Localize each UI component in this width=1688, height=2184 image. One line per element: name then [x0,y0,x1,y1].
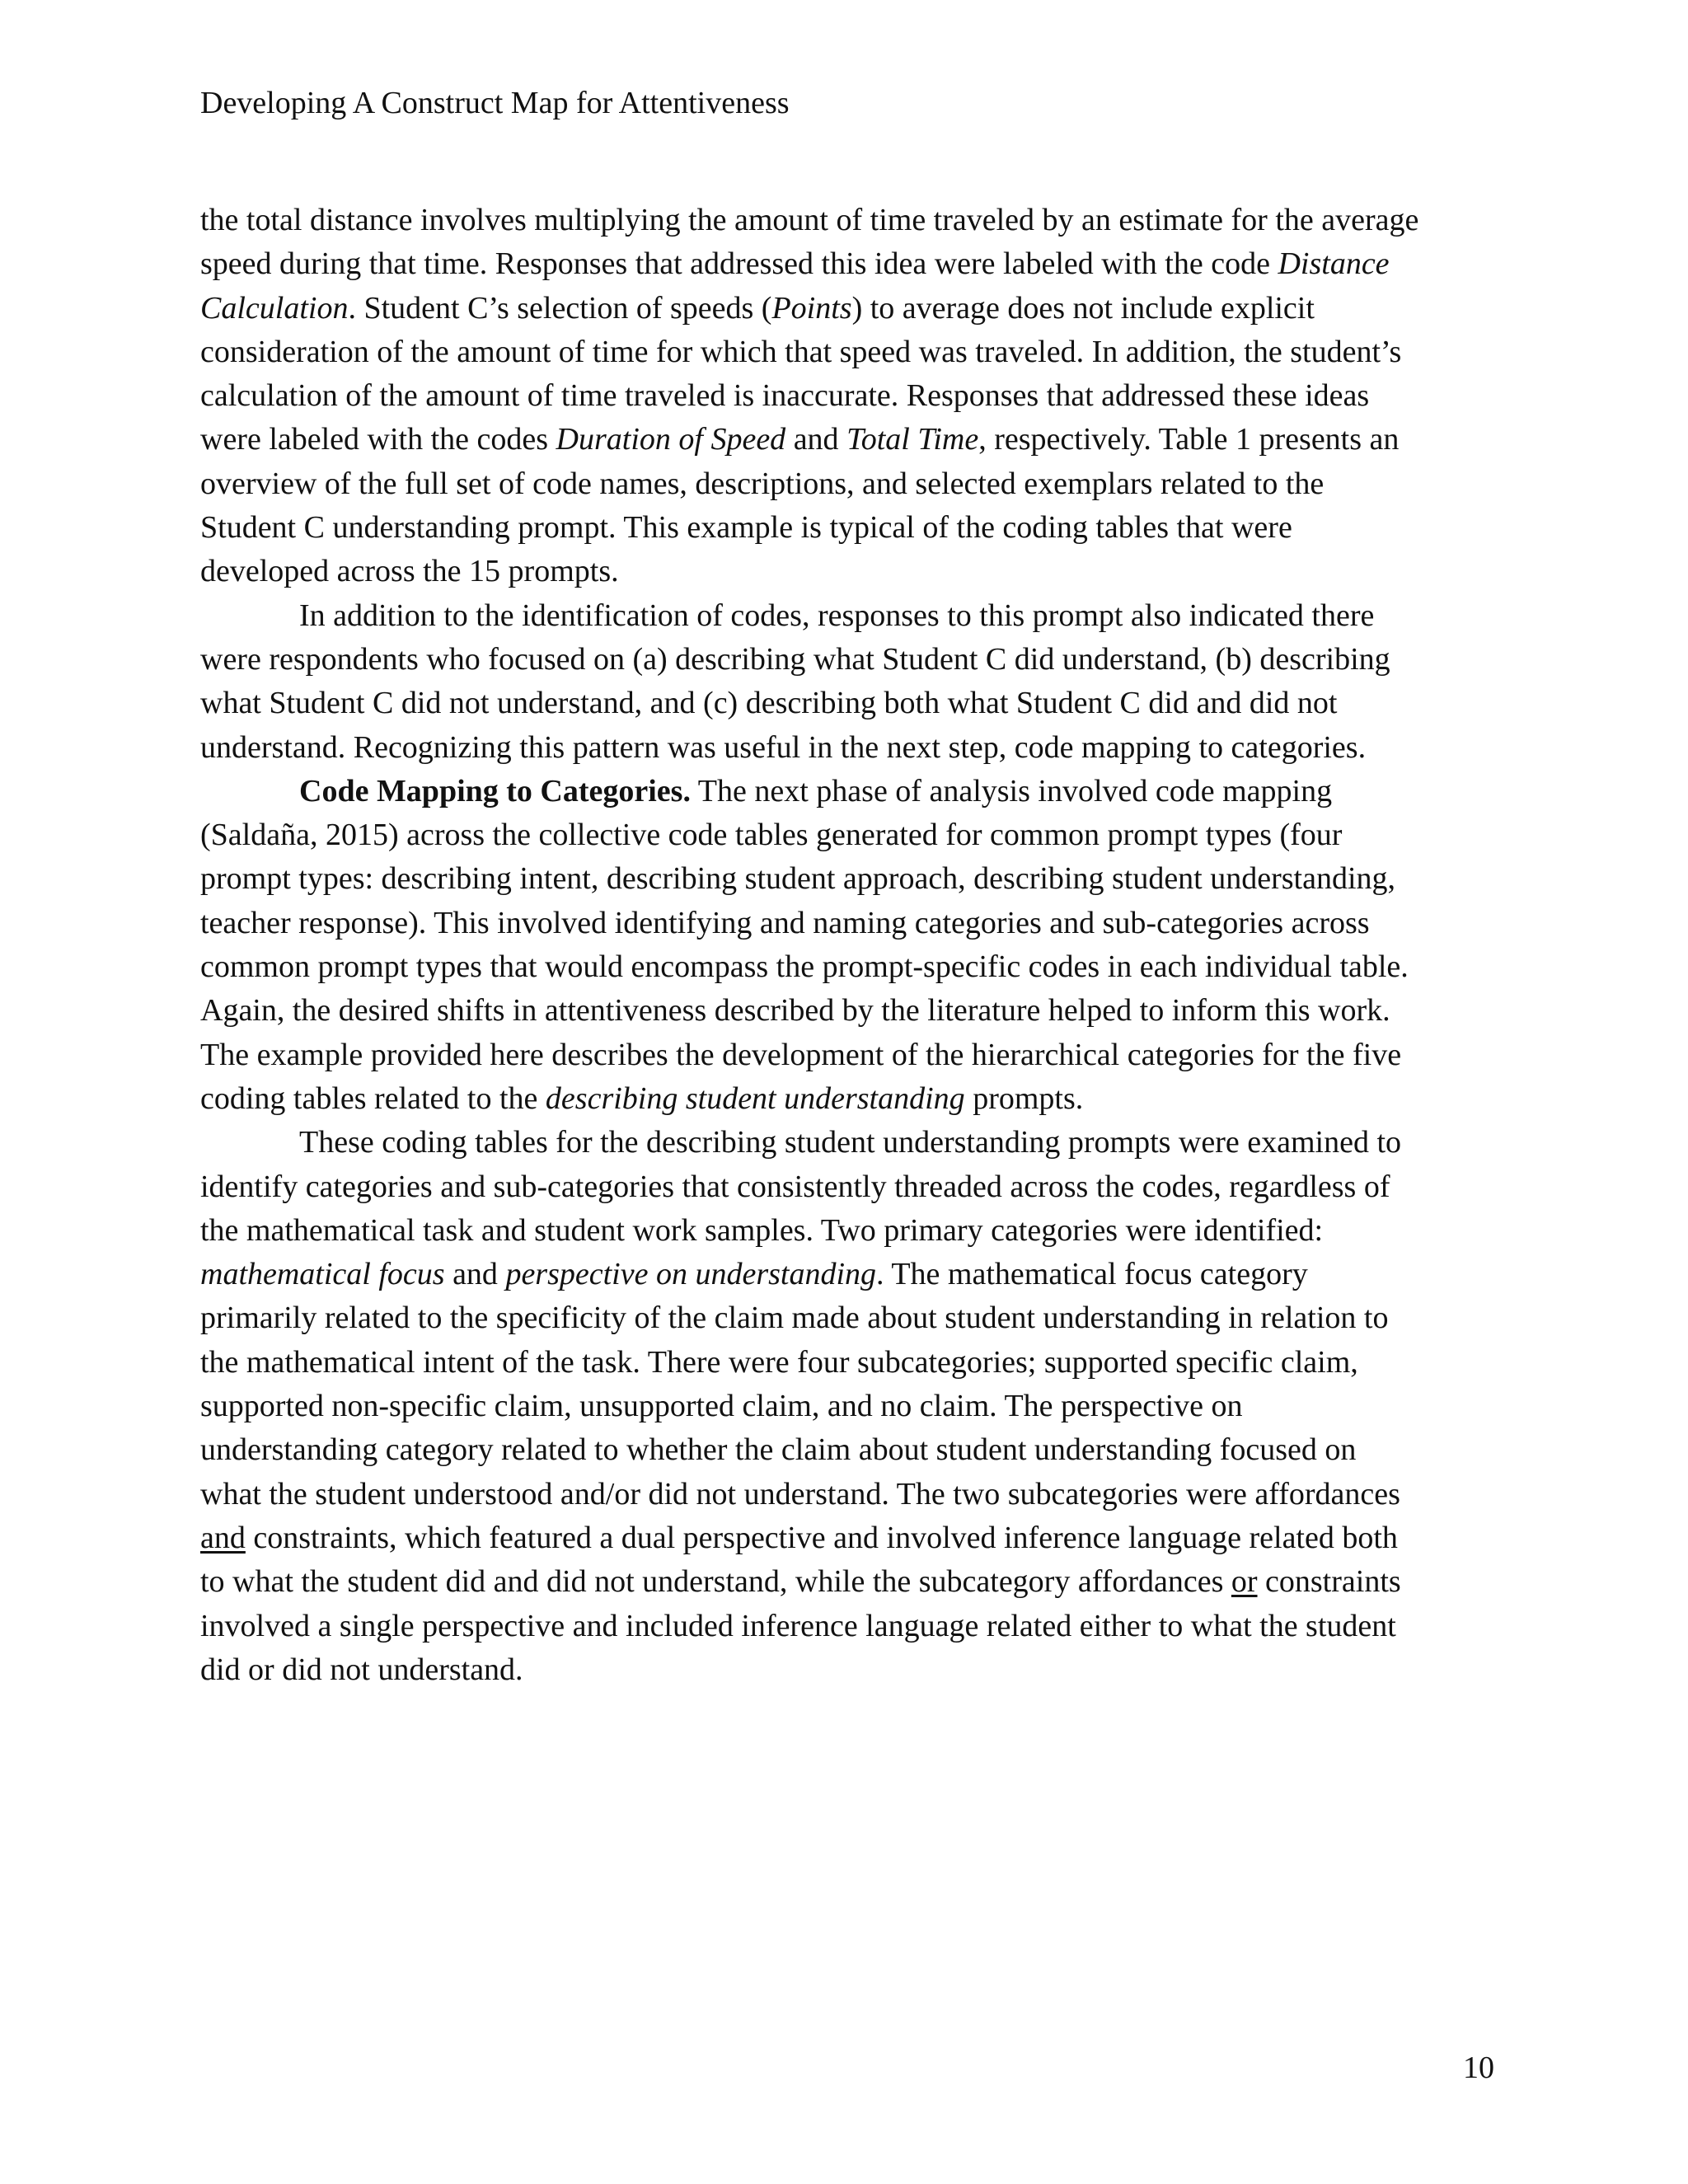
text-line [200,330,1494,374]
italic-term: Points [771,290,852,326]
text-segment: speed during that time. Responses that addressed this idea were labeled with the code [200,246,1278,282]
text-line [200,902,1494,945]
text-line [200,1516,1494,1560]
text-segment: identify categories and sub-categories that consistently threaded across the codes, regardless of [200,1169,1390,1204]
text-line [200,726,1494,770]
underlined-word: and [200,1520,246,1555]
text-segment: understand. Recognizing this pattern was useful in the next step, code mapping to categories. [200,729,1367,765]
text-segment: prompt types: describing intent, describing student approach, describing student understanding, [200,861,1396,897]
text-segment: overview of the full set of code names, descriptions, and selected exemplars related to the [200,466,1325,501]
text-line [200,638,1494,682]
text-line [200,1385,1494,1428]
text-segment: These coding tables for the describing student understanding prompts were examined to [299,1125,1402,1160]
italic-term: Calculation [200,290,349,326]
text-segment: were respondents who focused on (a) describing what Student C did understand, (b) describing [200,641,1390,677]
text-segment: Student C understanding prompt. This example is typical of the coding tables that were [200,510,1292,546]
text-segment: . The mathematical focus category [876,1257,1308,1292]
italic-term: mathematical focus [200,1257,445,1292]
text-line [200,770,1494,813]
text-line [200,594,1494,638]
text-line [200,1209,1494,1253]
underlined-word: or [1231,1564,1258,1600]
text-line [200,1648,1494,1692]
italic-term: perspective on understanding [505,1257,877,1292]
text-segment: , respectively. Table 1 presents an [978,422,1400,457]
text-segment: what Student C did not understand, and (c) describing both what Student C did and did not [200,686,1338,721]
text-segment: ) to average does not include explicit [851,290,1315,326]
text-line [200,1473,1494,1516]
text-line [200,1033,1494,1077]
body-text [200,199,1494,1692]
text-segment: and [785,422,847,457]
text-segment: The next phase of analysis involved code mapping [690,773,1333,808]
running-head: Developing A Construct Map for Attentiveness [200,86,790,120]
text-segment: consideration of the amount of time for which that speed was traveled. In addition, the student’s [200,334,1402,369]
text-segment: understanding category related to whether the claim about student understanding focused on [200,1432,1357,1468]
text-segment: Again, the desired shifts in attentiveness described by the literature helped to inform this work. [200,993,1390,1029]
text-segment: supported non-specific claim, unsupported claim, and no claim. The perspective on [200,1389,1243,1424]
text-line [200,1341,1494,1385]
text-line [200,1253,1494,1296]
text-line [200,1296,1494,1340]
text-segment: . Student C’s selection of speeds ( [348,290,772,326]
text-segment: constraints, which featured a dual perspective and involved inference language related both [245,1520,1398,1555]
text-segment: the mathematical task and student work samples. Two primary categories were identified: [200,1212,1324,1248]
text-line [200,287,1494,330]
text-line [200,1077,1494,1121]
text-segment: common prompt types that would encompass the prompt-specific codes in each individual table. [200,949,1409,985]
text-line [200,1560,1494,1604]
text-segment: to what the student did and did not understand, while the subcategory affordances [200,1564,1231,1600]
text-segment: and [444,1257,506,1292]
text-segment: the total distance involves multiplying the amount of time traveled by an estimate for the average [200,203,1419,237]
text-segment: the mathematical intent of the task. There were four subcategories; supported specific claim, [200,1344,1358,1380]
italic-term: Distance [1278,246,1390,282]
text-line [200,1165,1494,1209]
text-segment: were labeled with the codes [200,422,556,457]
section-heading: Code Mapping to Categories. [299,773,691,808]
text-segment: what the student understood and/or did not understand. The two subcategories were affordances [200,1476,1400,1511]
text-segment: (Saldaña, 2015) across the collective code tables generated for common prompt types (four [200,818,1343,853]
page-number: 10 [1463,2050,1494,2085]
italic-term: Duration of Speed [556,422,786,457]
text-line [200,682,1494,725]
text-line [200,550,1494,593]
text-line [200,1121,1494,1165]
text-line [200,1428,1494,1472]
text-segment: teacher response). This involved identifying and naming categories and sub-categories across [200,905,1370,940]
text-segment: involved a single perspective and included inference language related either to what the student [200,1608,1396,1643]
text-line [200,418,1494,462]
italic-term: describing student understanding [545,1080,965,1116]
text-line [200,813,1494,857]
text-segment: calculation of the amount of time traveled is inaccurate. Responses that addressed these ideas [200,378,1370,414]
text-segment: In addition to the identification of codes, responses to this prompt also indicated there [299,598,1375,633]
italic-term: Total Time [846,422,979,457]
text-segment: The example provided here describes the development of the hierarchical categories for the five [200,1037,1402,1072]
text-segment: did or did not understand. [200,1652,523,1687]
text-segment: constraints [1257,1564,1401,1600]
text-line [200,506,1494,550]
text-line [200,989,1494,1033]
text-line [200,945,1494,989]
text-line [200,462,1494,506]
text-line [200,374,1494,418]
text-segment: developed across the 15 prompts. [200,554,619,589]
text-line [200,242,1494,286]
text-segment: prompts. [964,1080,1084,1116]
text-line [200,199,1494,242]
text-line [200,1605,1494,1648]
text-segment: primarily related to the specificity of the claim made about student understanding in relation to [200,1301,1389,1336]
text-line [200,857,1494,901]
text-segment: coding tables related to the [200,1080,546,1116]
